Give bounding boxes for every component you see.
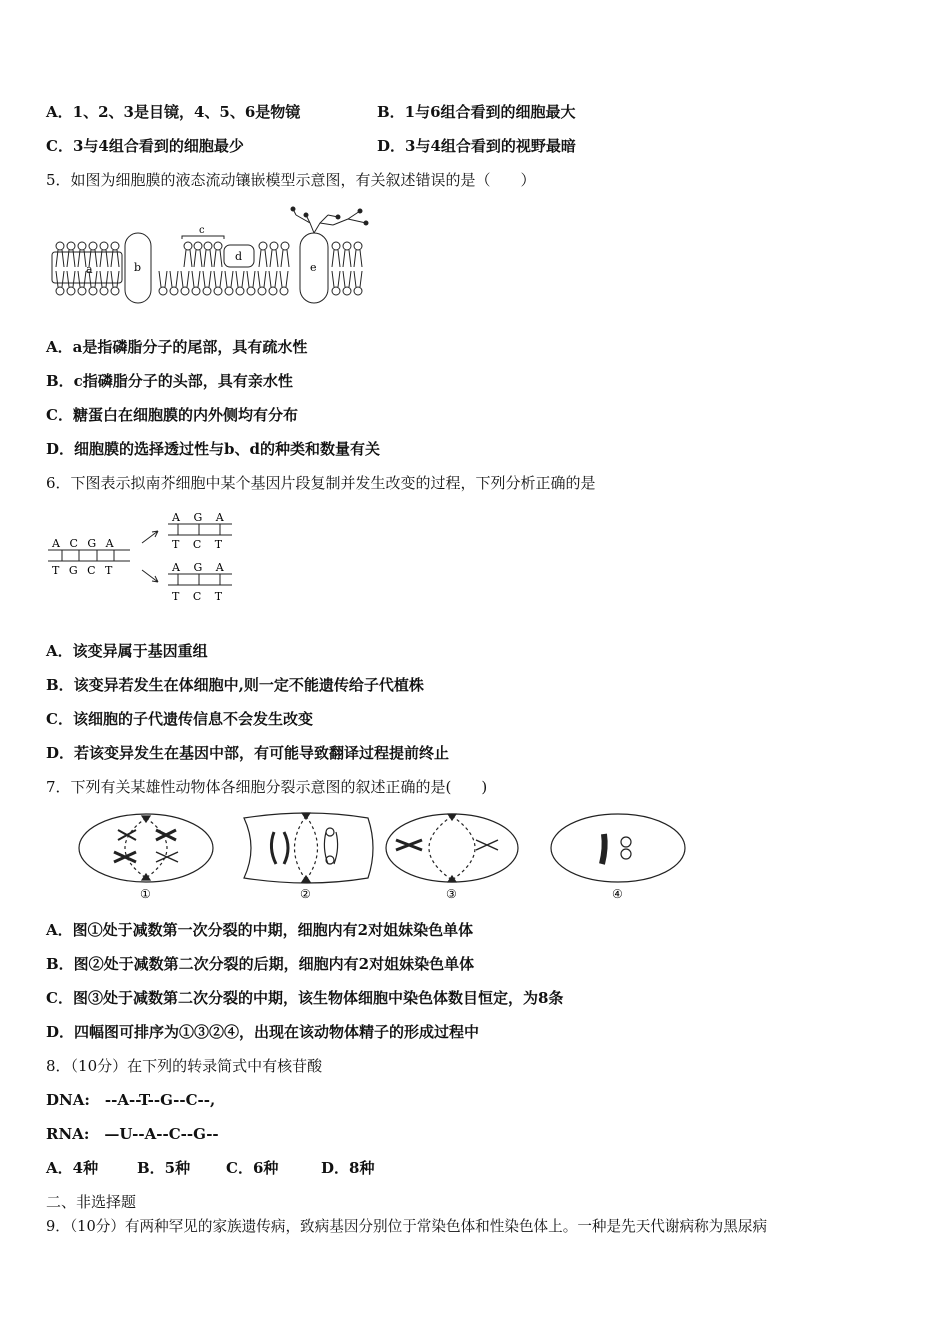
- q5-stem: 5．如图为细胞膜的液态流动镶嵌模型示意图，有关叙述错误的是（ ）: [46, 171, 536, 189]
- right2-top-bases: A G A: [172, 561, 229, 574]
- q8-dna: DNA: --A--T--G--C--,: [46, 1091, 216, 1109]
- right1-bottom-bases: T C T: [172, 538, 228, 551]
- left-top-bases: A C G A: [52, 537, 117, 550]
- q5-option-c: C．糖蛋白在细胞膜的内外侧均有分布: [46, 406, 298, 424]
- q7-option-c: C．图③处于减数第二次分裂的中期，该生物体细胞中染色体数目恒定，为8条: [46, 989, 564, 1007]
- cell-label-2: ②: [300, 887, 311, 901]
- label-b: b: [134, 261, 142, 274]
- label-c: c: [199, 225, 205, 236]
- q5-option-b: B．c指磷脂分子的头部，具有亲水性: [46, 372, 293, 390]
- cell-label-4: ④: [612, 887, 623, 901]
- q8-option-b: B．5种: [137, 1159, 191, 1177]
- section-heading: 二、非选择题: [46, 1193, 137, 1211]
- cell-division-figure: [78, 810, 690, 902]
- cell-label-1: ①: [140, 887, 151, 901]
- q8-option-d: D．8种: [321, 1159, 375, 1177]
- phospholipid-lower-row: [56, 271, 362, 295]
- cell-3: [386, 814, 518, 882]
- q6-option-d: D．若该变异发生在基因中部，有可能导致翻译过程提前终止: [46, 744, 450, 762]
- right2-bottom-bases: T C T: [172, 590, 228, 603]
- q7-option-a: A．图①处于减数第一次分裂的中期，细胞内有2对姐妹染色单体: [46, 921, 474, 939]
- cell-label-3: ③: [446, 887, 457, 901]
- q5-option-a: A．a是指磷脂分子的尾部，具有疏水性: [46, 338, 308, 356]
- label-a: a: [86, 263, 93, 276]
- q7-option-d: D．四幅图可排序为①③②④，出现在该动物体精子的形成过程中: [46, 1023, 480, 1041]
- cell-membrane-figure: [48, 205, 378, 307]
- q6-stem: 6．下图表示拟南芥细胞中某个基因片段复制并发生改变的过程，下列分析正确的是: [46, 474, 596, 492]
- q8-rna: RNA: —U--A--C--G--: [46, 1125, 219, 1143]
- cell-2: [244, 813, 373, 883]
- dna-replication-figure: [48, 508, 243, 608]
- label-d: d: [235, 250, 243, 263]
- q6-option-a: A．该变异属于基因重组: [46, 642, 208, 660]
- q4-option-d: D．3与4组合看到的视野最暗: [377, 137, 576, 155]
- q4-option-b: B．1与6组合看到的细胞最大: [377, 103, 576, 121]
- q8-option-a: A．4种: [46, 1159, 99, 1177]
- q4-option-a: A．1、2、3是目镜，4、5、6是物镜: [46, 103, 301, 121]
- cell-4: [551, 814, 685, 882]
- q6-option-b: B．该变异若发生在体细胞中,则一定不能遗传给子代植株: [46, 676, 424, 694]
- q4-option-c: C．3与4组合看到的细胞最少: [46, 137, 244, 155]
- q6-option-c: C．该细胞的子代遗传信息不会发生改变: [46, 710, 313, 728]
- q7-option-b: B．图②处于减数第二次分裂的后期，细胞内有2对姐妹染色单体: [46, 955, 475, 973]
- cell-1: [79, 814, 213, 882]
- q5-option-d: D．细胞膜的选择透过性与b、d的种类和数量有关: [46, 440, 380, 458]
- left-bottom-bases: T G C T: [52, 564, 116, 577]
- right1-top-bases: A G A: [172, 511, 229, 524]
- q8-option-c: C．6种: [226, 1159, 279, 1177]
- q7-stem: 7．下列有关某雄性动物体各细胞分裂示意图的叙述正确的是( ): [46, 778, 488, 796]
- q8-stem: 8．（10分）在下列的转录简式中有核苷酸: [46, 1057, 323, 1075]
- label-e: e: [310, 261, 317, 274]
- q9-stem: 9．（10分）有两种罕见的家族遗传病，致病基因分别位于常染色体和性染色体上。一种是先天代谢病称为黑尿病: [46, 1218, 768, 1235]
